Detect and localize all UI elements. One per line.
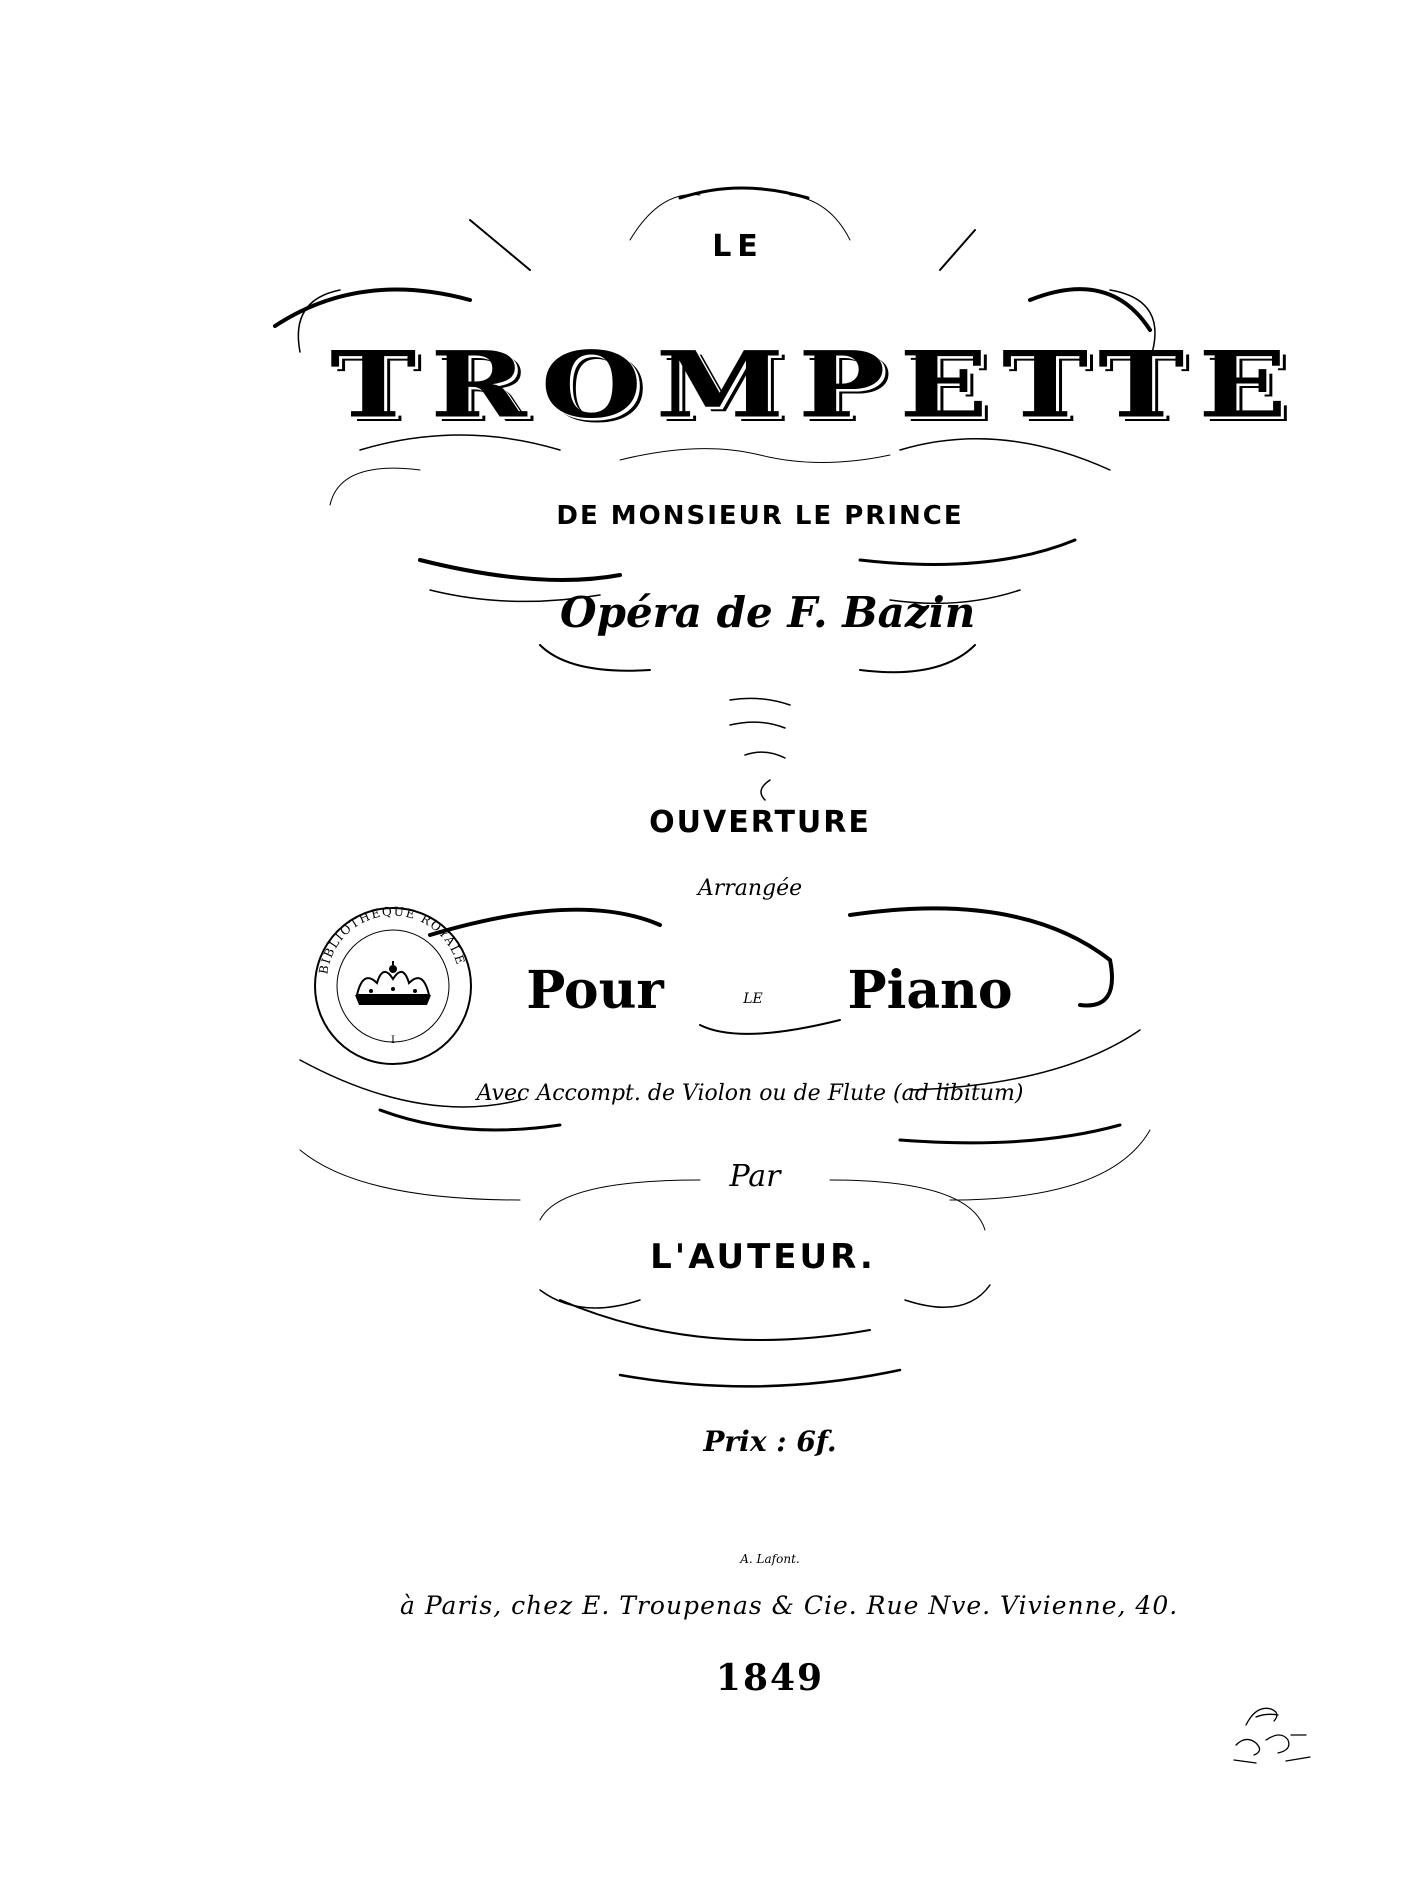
pour-label: Pour	[526, 960, 664, 1021]
accompaniment-line: Avec Accompt. de Violon ou de Flute (ad libitum)	[476, 1081, 1024, 1106]
title-article: LE	[712, 229, 764, 264]
author: L'AUTEUR.	[650, 1237, 876, 1277]
subtitle: DE MONSIEUR LE PRINCE	[556, 501, 964, 531]
main-title: TROMPETTE	[330, 332, 1301, 439]
library-stamp	[310, 903, 476, 1069]
stamp-text: BIBLIOTHEQUE ROYALE	[316, 904, 468, 976]
handwritten-shelf-mark	[1226, 1695, 1316, 1770]
crown-icon	[355, 961, 431, 1005]
instrument-label: Piano	[847, 960, 1013, 1021]
par-label: Par	[729, 1159, 781, 1194]
section-title: OUVERTURE	[649, 805, 871, 840]
svg-text:I: I	[391, 1035, 395, 1046]
publisher-line: à Paris, chez E. Troupenas & Cie. Rue Nve. Vivienne, 40.	[400, 1591, 1179, 1620]
publication-year: 1849	[715, 1657, 825, 1699]
price: Prix : 6f.	[703, 1425, 837, 1458]
le-label: LE	[743, 991, 763, 1007]
engraver-credit: A. Lafont.	[740, 1552, 800, 1566]
arranged-label: Arrangée	[697, 876, 803, 901]
opera-credit: Opéra de F. Bazin	[560, 588, 976, 637]
